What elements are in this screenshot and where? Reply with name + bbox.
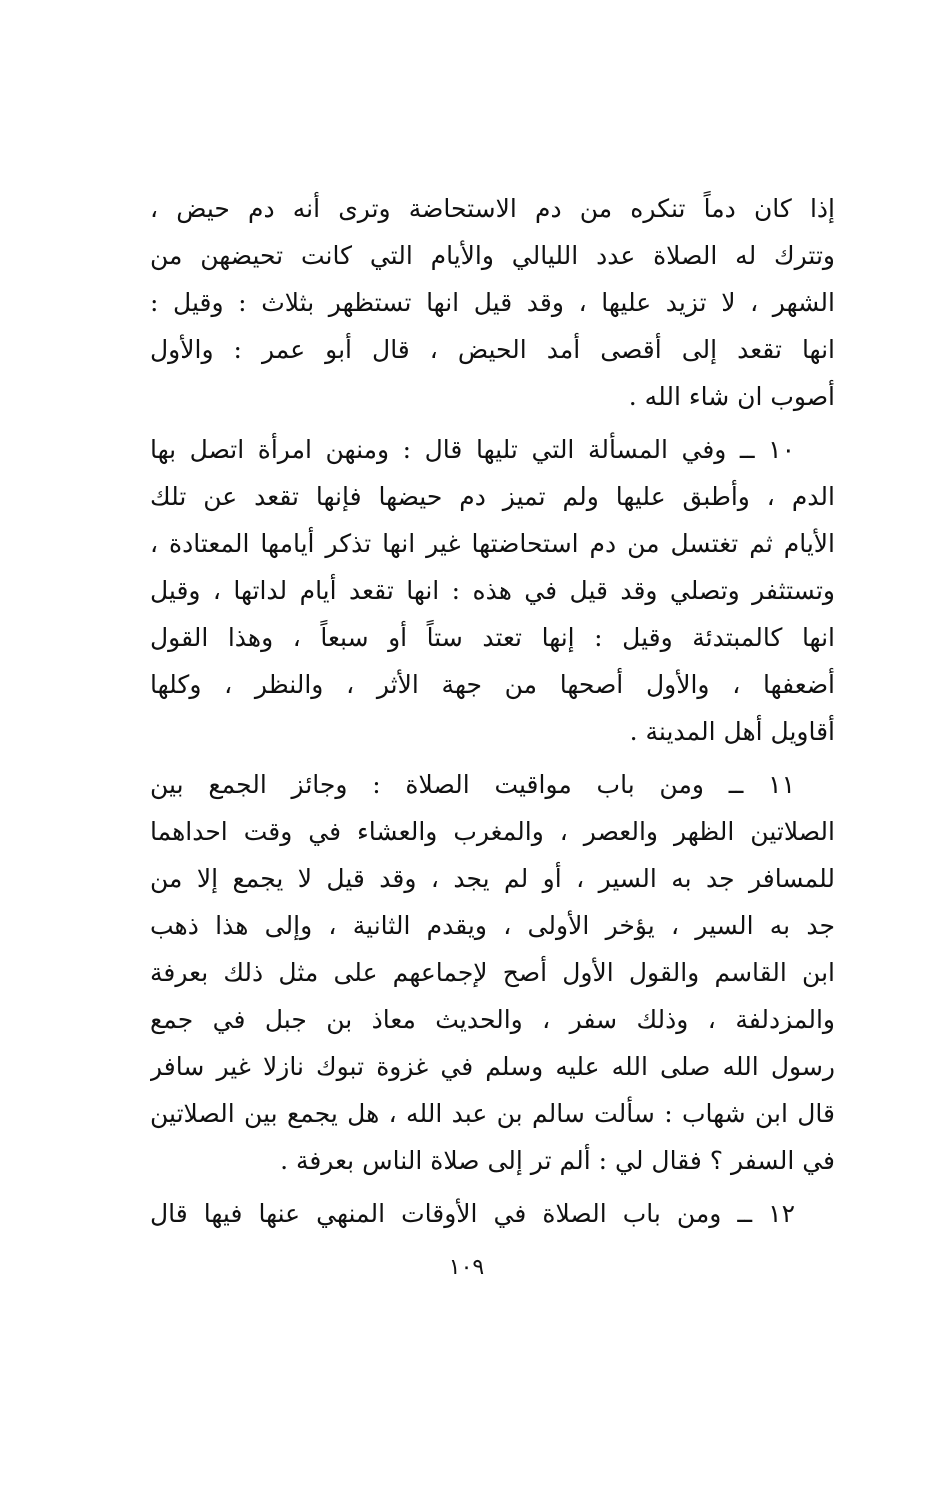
paragraph-10 <box>150 426 835 755</box>
text-line: وتترك له الصلاة عدد الليالي والأيام التي كانت تحيضهن من <box>150 241 835 270</box>
paragraph-11 <box>150 761 835 1184</box>
text-line: أضعفها ، والأول أصحها من جهة الأثر ، والنظر ، وكلها <box>150 670 835 699</box>
text-line: جد به السير ، يؤخر الأولى ، ويقدم الثانية ، وإلى هذا ذهب <box>150 911 835 940</box>
text-line: في السفر ؟ فقال لي : ألم تر إلى صلاة الناس بعرفة . <box>280 1146 835 1175</box>
text-line: ١١ ــ ومن باب مواقيت الصلاة : وجائز الجمع بين <box>150 770 795 799</box>
text-line: والمزدلفة ، وذلك سفر ، والحديث معاذ بن جبل في جمع <box>150 1005 835 1034</box>
text-line: انها كالمبتدئة وقيل : إنها تعتد ستاً أو سبعاً ، وهذا القول <box>150 623 835 652</box>
text-line: للمسافر جد به السير ، أو لم يجد ، وقد قيل لا يجمع إلا من <box>150 864 835 893</box>
text-line: أصوب ان شاء الله . <box>628 382 835 411</box>
text-line: ابن القاسم والقول الأول أصح لإجماعهم على مثل ذلك بعرفة <box>150 958 835 987</box>
text-line: رسول الله صلى الله عليه وسلم في غزوة تبوك نازلا غير سافر <box>150 1052 835 1081</box>
text-line: الصلاتين الظهر والعصر ، والمغرب والعشاء في وقت احداهما <box>150 817 835 846</box>
text-line: الشهر ، لا تزيد عليها ، وقد قيل انها تستظهر بثلاث : وقيل : <box>150 288 835 317</box>
text-line: ١٠ ــ وفي المسألة التي تليها قال : ومنهن امرأة اتصل بها <box>150 435 795 464</box>
text-line: انها تقعد إلى أقصى أمد الحيض ، قال أبو عمر : والأول <box>150 335 835 364</box>
page-number: ١٠٩ <box>448 1255 485 1280</box>
text-line: الدم ، وأطبق عليها ولم تميز دم حيضها فإنها تقعد عن تلك <box>150 482 835 511</box>
text-line: أقاويل أهل المدينة . <box>629 717 835 746</box>
text-line: وتستثفر وتصلي وقد قيل في هذه : انها تقعد أيام لداتها ، وقيل <box>150 576 835 605</box>
text-body <box>150 185 835 1237</box>
text-line: الأيام ثم تغتسل من دم استحاضتها غير انها تذكر أيامها المعتادة ، <box>150 529 835 558</box>
text-line: ١٢ ــ ومن باب الصلاة في الأوقات المنهي عنها فيها قال <box>150 1199 795 1228</box>
text-line: إذا كان دماً تنكره من دم الاستحاضة وترى أنه دم حيض ، <box>150 194 835 223</box>
paragraph-12 <box>150 1190 835 1237</box>
text-line: قال ابن شهاب : سألت سالم بن عبد الله ، هل يجمع بين الصلاتين <box>150 1099 835 1128</box>
paragraph-1 <box>150 185 835 420</box>
